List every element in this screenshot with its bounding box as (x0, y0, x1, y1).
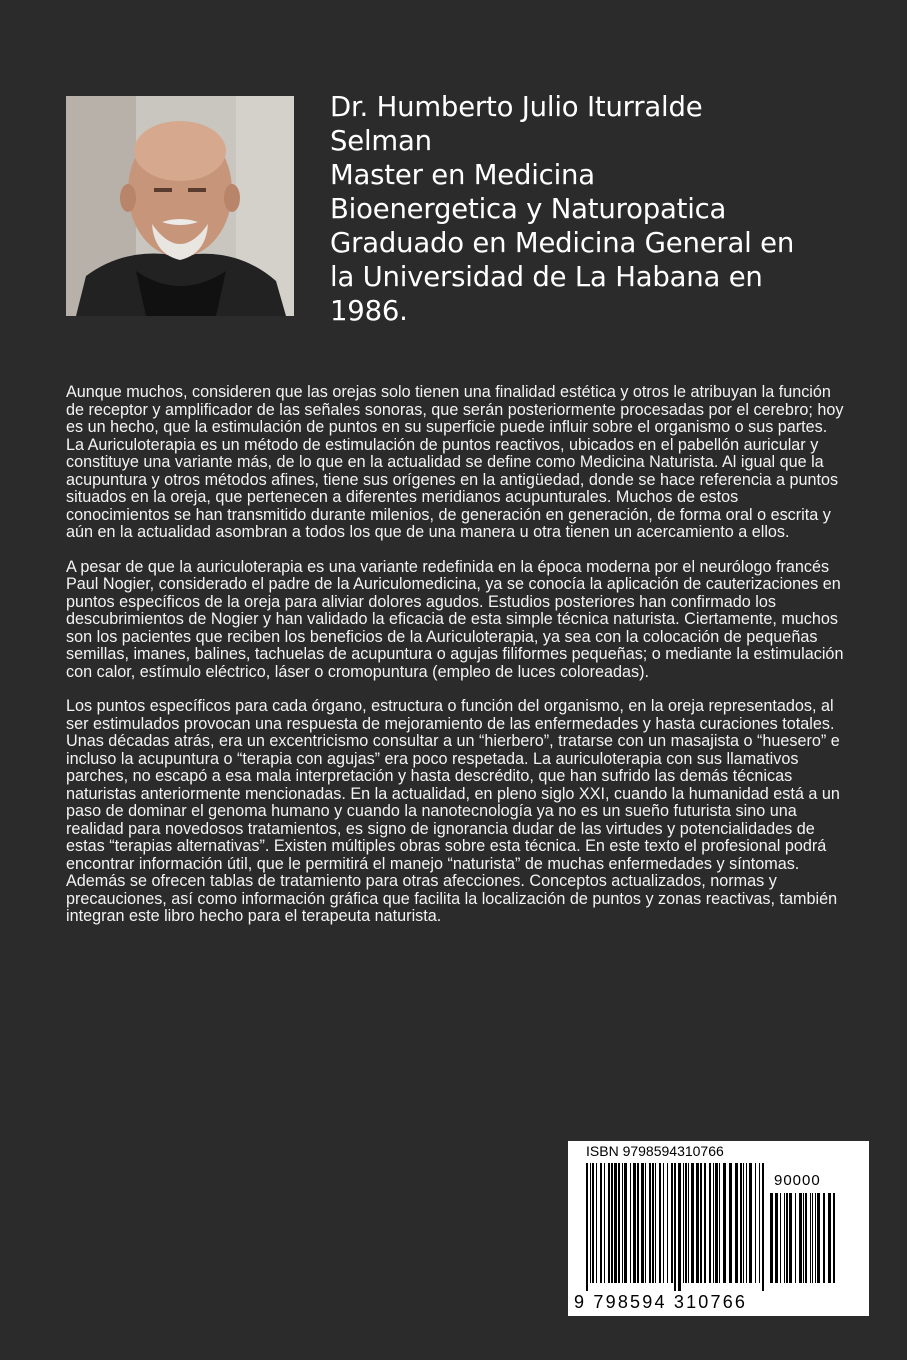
author-line: Master en Medicina (330, 159, 595, 191)
barcode-bar (770, 1193, 773, 1283)
barcode-bar (704, 1163, 706, 1283)
barcode-bar (649, 1163, 651, 1283)
barcode-bar (833, 1193, 835, 1283)
back-cover-text (66, 384, 844, 943)
barcode-bar (624, 1163, 627, 1283)
paragraph: Los puntos específicos para cada órgano, estructura o función del organismo, en la oreja representados, al ser estimulados provocan una respuesta de mejoramiento de las enfermedades y hasta curaciones totales. Unas décadas atrás, era un excentricismo consultar a un “hierbero”, tratarse con un masajista o “huesero” e incluso la acupuntura o “terapia con agujas” era poco respetada. La auriculoterapia con sus llamativos parches, no escapó a esa mala interpretación y hasta descrédito, que han sufrido las demás técnicas naturistas anteriormente mencionadas. En la actualidad, en pleno siglo XXI, cuando la humanidad está a un paso de dominar el genoma humano y cuando la nanotecnología ya no es un sueño futurista sino una realidad para novedosos tratamientos, es signo de ignorancia dudar de las virtudes y potencialidades de estas “terapias alternativas”. Existen múltiples obras sobre esta técnica. En este texto el profesional podrá encontrar información útil, que le permitirá el manejo “naturista” de muchas enfermedades y síntomas. Además se ofrecen tablas de tratamiento para otras afecciones. Conceptos actualizados, normas y precauciones, así como información gráfica que facilita la localización de puntos y zonas reactivas, también integran este libro hecho para el terapeuta naturista. (66, 697, 840, 925)
barcode-bar (775, 1193, 778, 1283)
barcode-bar (645, 1163, 646, 1283)
author-line: Bioenergetica y Naturopatica (330, 193, 727, 225)
barcode-bar (729, 1163, 732, 1283)
barcode-bar (696, 1163, 699, 1283)
barcode-bar (700, 1163, 702, 1283)
barcode-bar (789, 1193, 792, 1283)
barcode-bar (749, 1163, 752, 1283)
barcode-bar (759, 1163, 760, 1283)
barcode-bar (805, 1193, 807, 1283)
barcode-bar (799, 1193, 802, 1283)
barcode-bar (828, 1193, 831, 1283)
barcode-bar (735, 1163, 738, 1283)
barcode-bar (743, 1163, 744, 1283)
addon-code: 90000 (774, 1172, 821, 1189)
barcode-bar (780, 1193, 781, 1283)
barcode-bar (633, 1163, 636, 1283)
barcode-bar (637, 1163, 639, 1283)
barcode-bar (723, 1163, 726, 1283)
barcode-bar (746, 1163, 747, 1283)
barcode-bar (713, 1163, 714, 1283)
barcode-bar (685, 1163, 687, 1283)
barcode-bar (652, 1163, 654, 1283)
barcode-bar (691, 1163, 694, 1283)
barcode-bar (641, 1163, 644, 1283)
barcode-bar (622, 1163, 623, 1283)
barcode-bar (586, 1163, 588, 1291)
barcode-bar (659, 1163, 661, 1283)
barcode-bar (592, 1163, 594, 1283)
barcode-bar (815, 1193, 816, 1283)
barcode-bar (674, 1163, 676, 1291)
barcode-bar (683, 1163, 684, 1283)
barcode-bar (740, 1163, 742, 1283)
barcode-bar (600, 1163, 602, 1283)
barcode-bar (614, 1163, 617, 1283)
paragraph: Aunque muchos, consideren que las orejas solo tienen una finalidad estética y otros le atribuyan la función de receptor y amplificador de las señales sonoras, que serán posteriormente procesadas por el cerebro; hoy es un hecho, que la estimulación de puntos en su superficie puede influir sobre el organismo o sus partes. La Auriculoterapia es un método de estimulación de puntos reactivos, ubicados en el pabellón auricular y constituye una variante más, de lo que en la actualidad se define como Medicina Naturista. Al igual que la acupuntura y otros métodos afines, tiene sus orígenes en la antigüedad, donde se hace referencia a puntos situados en la oreja, que pertenecen a diferentes meridianos acupunturales. Muchos de estos conocimientos se han transmitido durante milenios, de generación en generación, de forma oral o escrita y aún en la actualidad asombran a todos los que de una manera u otra tienen un acercamiento a ellos. (66, 383, 844, 541)
barcode-bar (709, 1163, 711, 1283)
isbn-barcode (568, 1141, 869, 1316)
author-line: 1986. (330, 295, 408, 327)
barcode-bar (604, 1163, 605, 1283)
barcode-bar (663, 1163, 664, 1283)
barcode-bar (823, 1193, 825, 1283)
barcode-bar (608, 1163, 610, 1283)
barcode-bar (795, 1193, 796, 1283)
addon-barcode-bars (770, 1193, 836, 1291)
barcode-bar (812, 1193, 813, 1283)
barcode-bar (786, 1193, 788, 1283)
paragraph: A pesar de que la auriculoterapia es una variante redefinida en la época moderna por el neurólogo francés Paul Nogier, considerado el padre de la Auriculomedicina, ya se conocía la aplicación de cauterizaciones en puntos específicos de la oreja para aliviar dolores agudos. Estudios posteriores han confirmado los descubrimientos de Nogier y han validado la eficacia de esta simple técnica naturista. Ciertamente, muchos son los pacientes que reciben los beneficios de la Auriculoterapia, ya sea con la colocación de pequeñas semillas, imanes, balines, tachuelas de acupuntura o agujas filiformes pequeñas; o mediante la estimulación con calor, estímulo eléctrico, láser o cromopuntura (empleo de luces coloreadas). (66, 557, 844, 681)
barcode-bar (630, 1163, 631, 1283)
barcode-bar (688, 1163, 689, 1283)
barcode-bar (715, 1163, 718, 1283)
ean-digits: 9 798594 310766 (574, 1292, 748, 1312)
barcode-bar (719, 1163, 720, 1283)
barcode-bar (671, 1163, 673, 1283)
isbn-label: ISBN 9798594310766 (586, 1143, 724, 1159)
barcode-bar (667, 1163, 668, 1283)
barcode-bar (817, 1193, 820, 1283)
barcode-bar (678, 1163, 681, 1291)
author-line: Dr. Humberto Julio Iturralde (330, 91, 703, 123)
barcode-bar (810, 1193, 811, 1283)
barcode-bar (784, 1193, 785, 1283)
barcode-bar (596, 1163, 597, 1283)
barcode-bar (590, 1163, 591, 1283)
barcode-bars (586, 1163, 766, 1291)
author-bio (330, 90, 850, 328)
author-line: la Universidad de La Habana en (330, 261, 763, 293)
barcode-bar (618, 1163, 620, 1283)
barcode-bar (755, 1163, 756, 1283)
author-photo (66, 96, 294, 316)
author-line: Selman (330, 125, 432, 157)
barcode-bar (762, 1163, 764, 1291)
author-line: Graduado en Medicina General en (330, 227, 795, 259)
barcode-bar (611, 1163, 613, 1283)
barcode-bar (803, 1193, 804, 1283)
barcode-bar (655, 1163, 656, 1283)
